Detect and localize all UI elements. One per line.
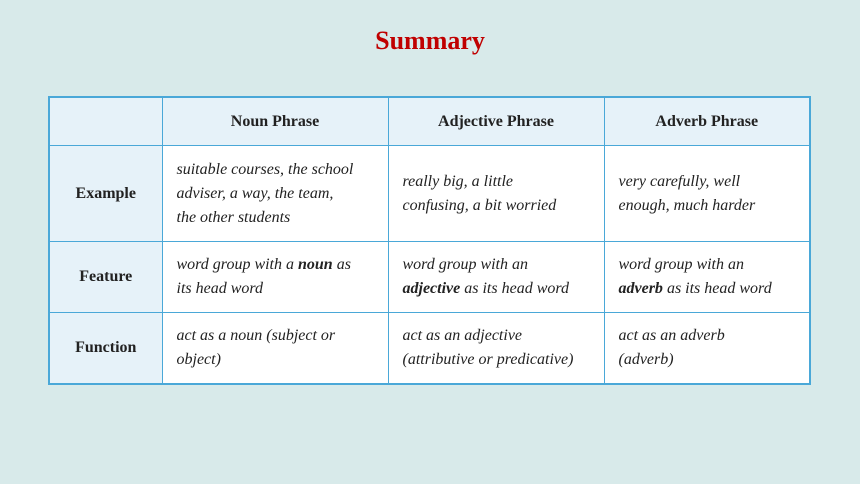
cell-line: (attributive or predicative): [402, 350, 574, 368]
cell-line: its head word: [176, 280, 264, 297]
cell-line: very carefully, well: [618, 172, 741, 190]
example-noun-cell: [162, 146, 388, 242]
function-adverb-cell: [604, 313, 810, 384]
cell-line: act as an adverb: [618, 326, 725, 344]
row-header-example: Example: [49, 146, 162, 242]
corner-cell: [49, 97, 162, 146]
cell-text: word group with a: [176, 256, 298, 273]
function-adjective-cell: [388, 313, 604, 384]
cell-line: (adverb): [618, 350, 674, 368]
summary-table: [48, 96, 811, 385]
feature-adverb-cell: [604, 242, 810, 313]
column-header-adjective-phrase: Adjective Phrase: [388, 97, 604, 146]
feature-adjective-cell: [388, 242, 604, 313]
cell-line: object): [176, 350, 221, 368]
page-title: Summary: [375, 26, 485, 55]
cell-text: as its head word: [460, 280, 569, 297]
cell-line: really big, a little: [402, 172, 513, 190]
example-adjective-cell: [388, 146, 604, 242]
column-header-adverb-phrase: Adverb Phrase: [604, 97, 810, 146]
cell-line: word group with an: [402, 256, 528, 273]
column-header-noun-phrase: Noun Phrase: [162, 97, 388, 146]
table-row-example: [49, 146, 810, 242]
cell-line: the other students: [176, 208, 291, 226]
cell-line: act as a noun (subject or: [176, 326, 336, 344]
cell-line: enough, much harder: [618, 196, 756, 214]
cell-line: adviser, a way, the team,: [176, 184, 334, 202]
table-header-row: [49, 97, 810, 146]
table-row-feature: [49, 242, 810, 313]
cell-line: confusing, a bit worried: [402, 196, 557, 214]
row-header-function: Function: [49, 313, 162, 384]
cell-line: act as an adjective: [402, 326, 523, 344]
example-adverb-cell: [604, 146, 810, 242]
cell-line: word group with an: [618, 256, 744, 273]
cell-text: as: [332, 256, 351, 273]
cell-line: suitable courses, the school: [176, 160, 354, 178]
emphasis-adverb: adverb: [618, 280, 663, 297]
table-row-function: [49, 313, 810, 384]
feature-noun-cell: [162, 242, 388, 313]
cell-text: as its head word: [662, 280, 772, 297]
emphasis-noun: noun: [298, 256, 333, 273]
function-noun-cell: [162, 313, 388, 384]
row-header-feature: Feature: [49, 242, 162, 313]
emphasis-adjective: adjective: [402, 280, 461, 297]
